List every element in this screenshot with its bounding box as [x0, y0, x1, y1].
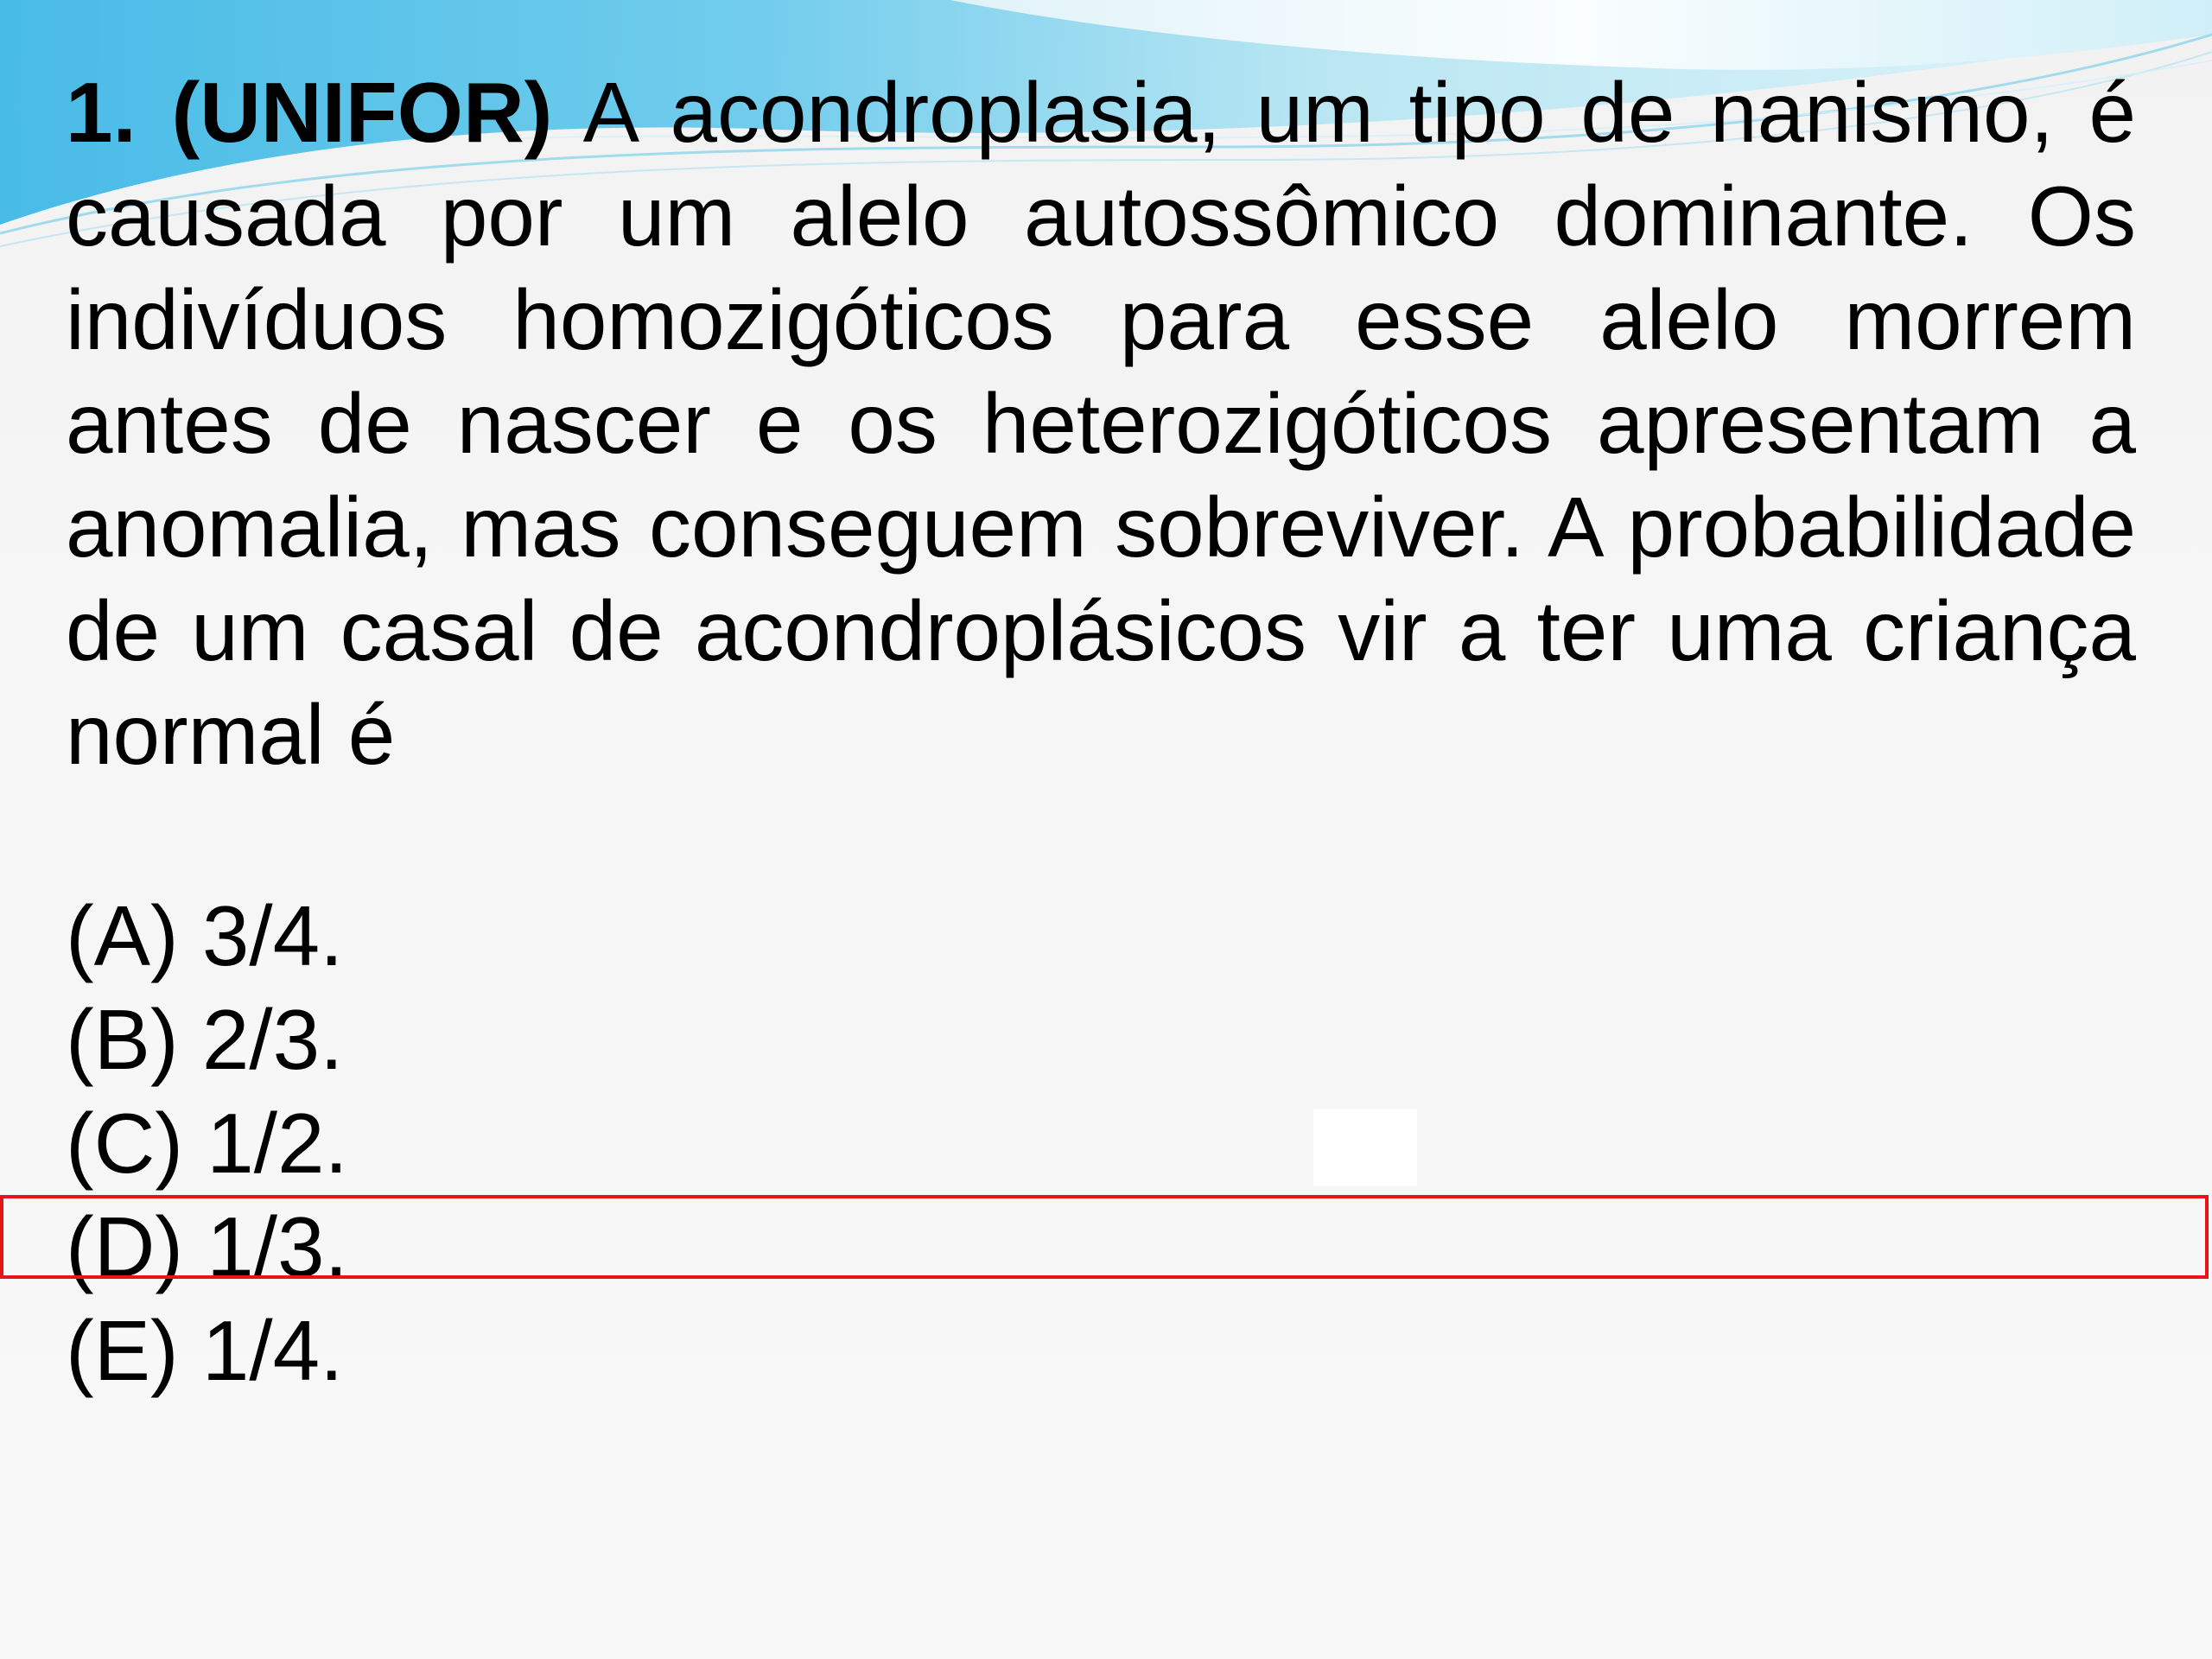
option-b: (B) 2/3. [66, 992, 344, 1087]
option-d: (D) 1/3. [66, 1199, 348, 1294]
question-body: A acondroplasia, um tipo de nanismo, é causada por um alelo autossômico dominante. Os indivíduos homozigóticos para esse alelo morrem antes de nascer e os heterozigóticos apresentam a anomalia, mas conseguem sobreviver. A probabilidade de um casal de acondroplásicos vir a ter uma criança normal é [66, 65, 2136, 782]
question-number: 1. (UNIFOR) [66, 65, 553, 160]
option-a: (A) 3/4. [66, 888, 344, 983]
answer-options [66, 884, 348, 1402]
option-e: (E) 1/4. [66, 1303, 344, 1398]
highlight-box-option-d [0, 1195, 2209, 1279]
white-patch [1313, 1109, 1417, 1186]
question-text [66, 60, 2136, 786]
option-c: (C) 1/2. [66, 1096, 348, 1191]
